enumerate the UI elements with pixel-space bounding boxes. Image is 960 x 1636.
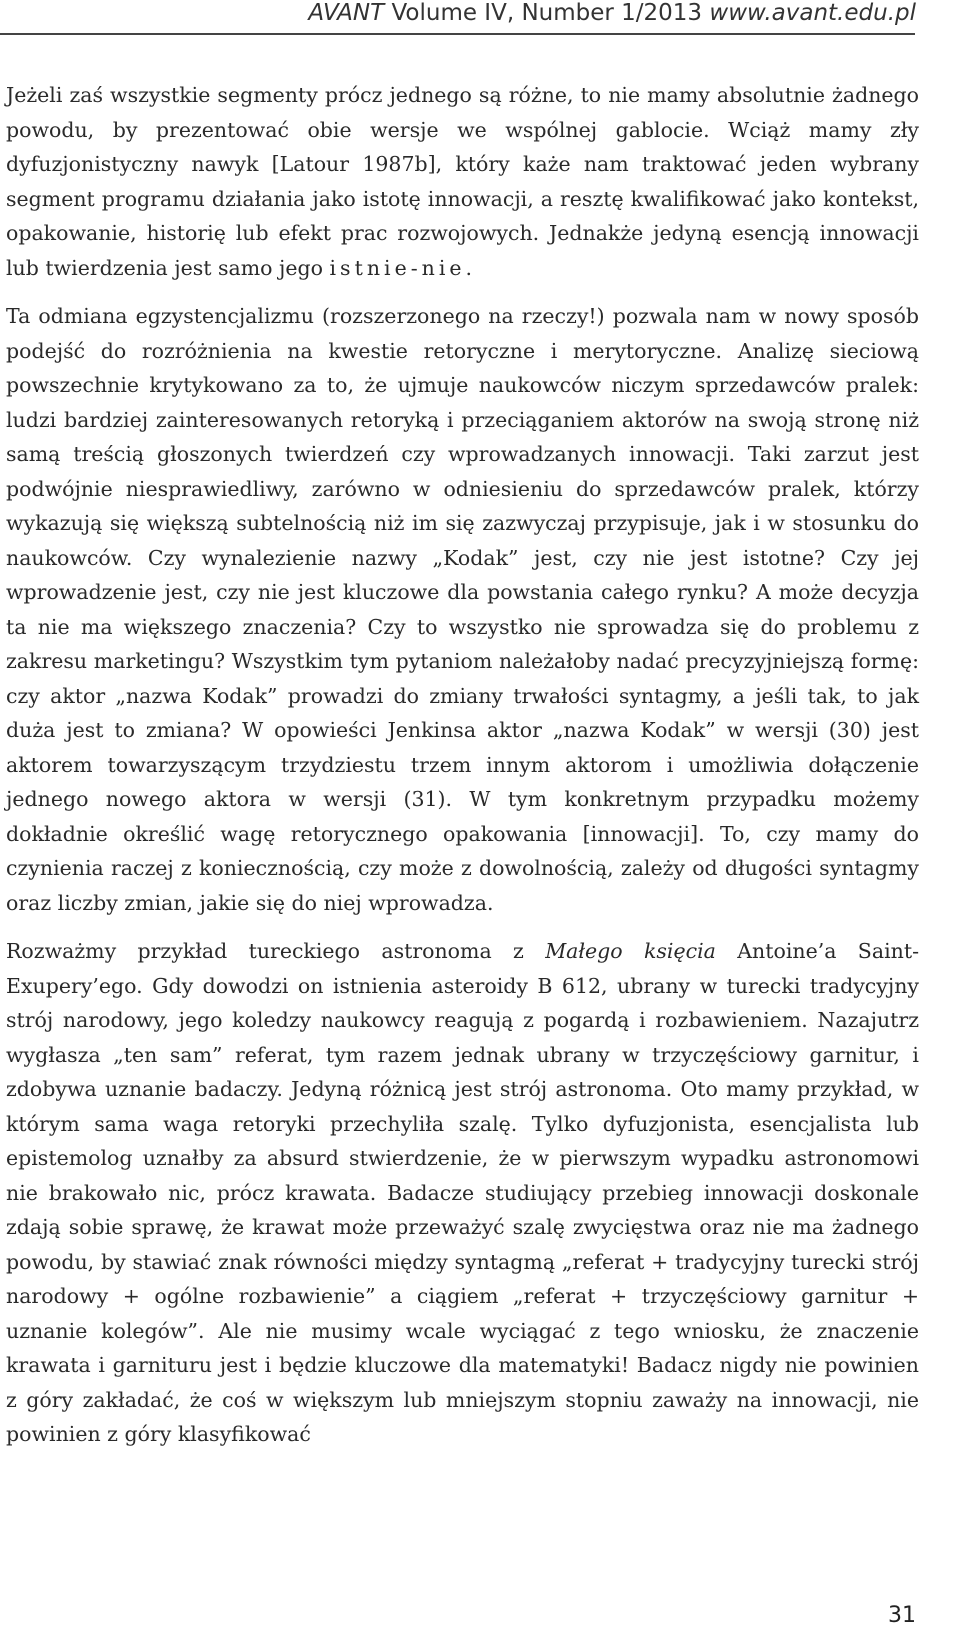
paragraph-1 — [6, 78, 919, 285]
paragraph-1-text: Jeżeli zaś wszystkie segmenty prócz jednego są różne, to nie mamy absolutnie żadnego powodu, by prezentować obie wersje we wspólnej gablocie. Wciąż mamy zły dyfuzjonistyczny nawyk [Latour 1987b], który każe nam traktować jeden wybrany segment programu działania jako istotę innowacji, a resztę kwalifikować jako kontekst, opakowanie, historię lub efekt prac rozwojowych. Jednakże jedyną esencją innowacji lub twierdzenia jest samo jego — [6, 83, 919, 280]
journal-url[interactable]: www.avant.edu.pl — [709, 0, 916, 26]
running-header — [0, 0, 960, 40]
page-number: 31 — [888, 1603, 916, 1628]
book-title: Małego księcia — [545, 939, 716, 963]
paragraph-3 — [6, 934, 919, 1452]
article-body — [6, 78, 919, 1452]
header-rule — [0, 33, 915, 35]
paragraph-1-end: . — [465, 255, 473, 280]
journal-name: AVANT — [308, 0, 385, 26]
paragraph-3-text-start: Rozważmy przykład tureckiego astronoma z — [6, 939, 546, 963]
spaced-emphasis: istnie-nie — [329, 255, 466, 280]
paragraph-3-text-end: Antoine’a Saint-Exupery’ego. Gdy dowodzi on istnienia asteroidy B 612, ubrany w turecki tradycyjny strój narodowy, jego koledzy naukowcy reagują z pogardą i rozbawieniem. Nazajutrz wygłasza „ten sam” referat, tym razem jednak ubrany w trzyczęściowy garnitur, i zdobywa uznanie badaczy. Jedyną różnicą jest strój astronoma. Oto mamy przykład, w którym sama waga retoryki przechyliła szalę. Tylko dyfuzjonista, esencjalista lub epistemolog uznałby za absurd stwierdzenie, że w pierwszym wypadku astronomowi nie brakowało nic, prócz krawata. Badacze studiujący przebieg innowacji doskonale zdają sobie sprawę, że krawat może przeważyć szalę zwycięstwa oraz nie ma żadnego powodu, by stawiać znak równości między syntagmą „referat + tradycyjny turecki strój narodowy + ogólne rozbawienie” a ciągiem „referat + trzyczęściowy garnitur + uznanie kolegów”. Ale nie musimy wcale wyciągać z tego wniosku, że znaczenie krawata i garnituru jest i będzie kluczowe dla matematyki! Badacz nigdy nie powinien z góry zakładać, że coś w większym lub mniejszym stopniu zaważy na innowacji, nie powinien z góry klasyfikować — [6, 939, 919, 1446]
paragraph-2: Ta odmiana egzystencjalizmu (rozszerzonego na rzeczy!) pozwala nam w nowy sposób podejść do rozróżnienia na kwestie retoryczne i merytoryczne. Analizę sieciową powszechnie krytykowano za to, że ujmuje naukowców niczym sprzedawców pralek: ludzi bardziej zainteresowanych retoryką i przeciąganiem aktorów na swoją stronę niż samą treścią głoszonych twierdzeń czy wprowadzanych innowacji. Taki zarzut jest podwójnie niesprawiedliwy, zarówno w odniesieniu do sprzedawców pralek, którzy wykazują się większą subtelnością niż im się zazwyczaj przypisuje, jak i w stosunku do naukowców. Czy wynalezienie nazwy „Kodak” jest, czy nie jest istotne? Czy jej wprowadzenie jest, czy nie jest kluczowe dla powstania całego rynku? A może decyzja ta nie ma większego znaczenia? Czy to wszystko nie sprowadza się do problemu z zakresu marketingu? Wszystkim tym pytaniom należałoby nadać precyzyjniejszą formę: czy aktor „nazwa Kodak” prowadzi do zmiany trwałości syntagmy, a jeśli tak, to jak duża jest to zmiana? W opowieści Jenkinsa aktor „nazwa Kodak” w wersji (30) jest aktorem towarzyszącym trzydziestu trzem innym aktorom i umożliwia dołączenie jednego nowego aktora w wersji (31). W tym konkretnym przypadku możemy dokładnie określić wagę retorycznego opakowania [innowacji]. To, czy mamy do czynienia raczej z koniecznością, czy może z dowolnością, zależy od długości syntagmy oraz liczby zmian, jakie się do niej wprowadza. — [6, 304, 919, 915]
header-text — [308, 0, 916, 26]
volume-issue: Volume IV, Number 1/2013 — [391, 0, 703, 26]
